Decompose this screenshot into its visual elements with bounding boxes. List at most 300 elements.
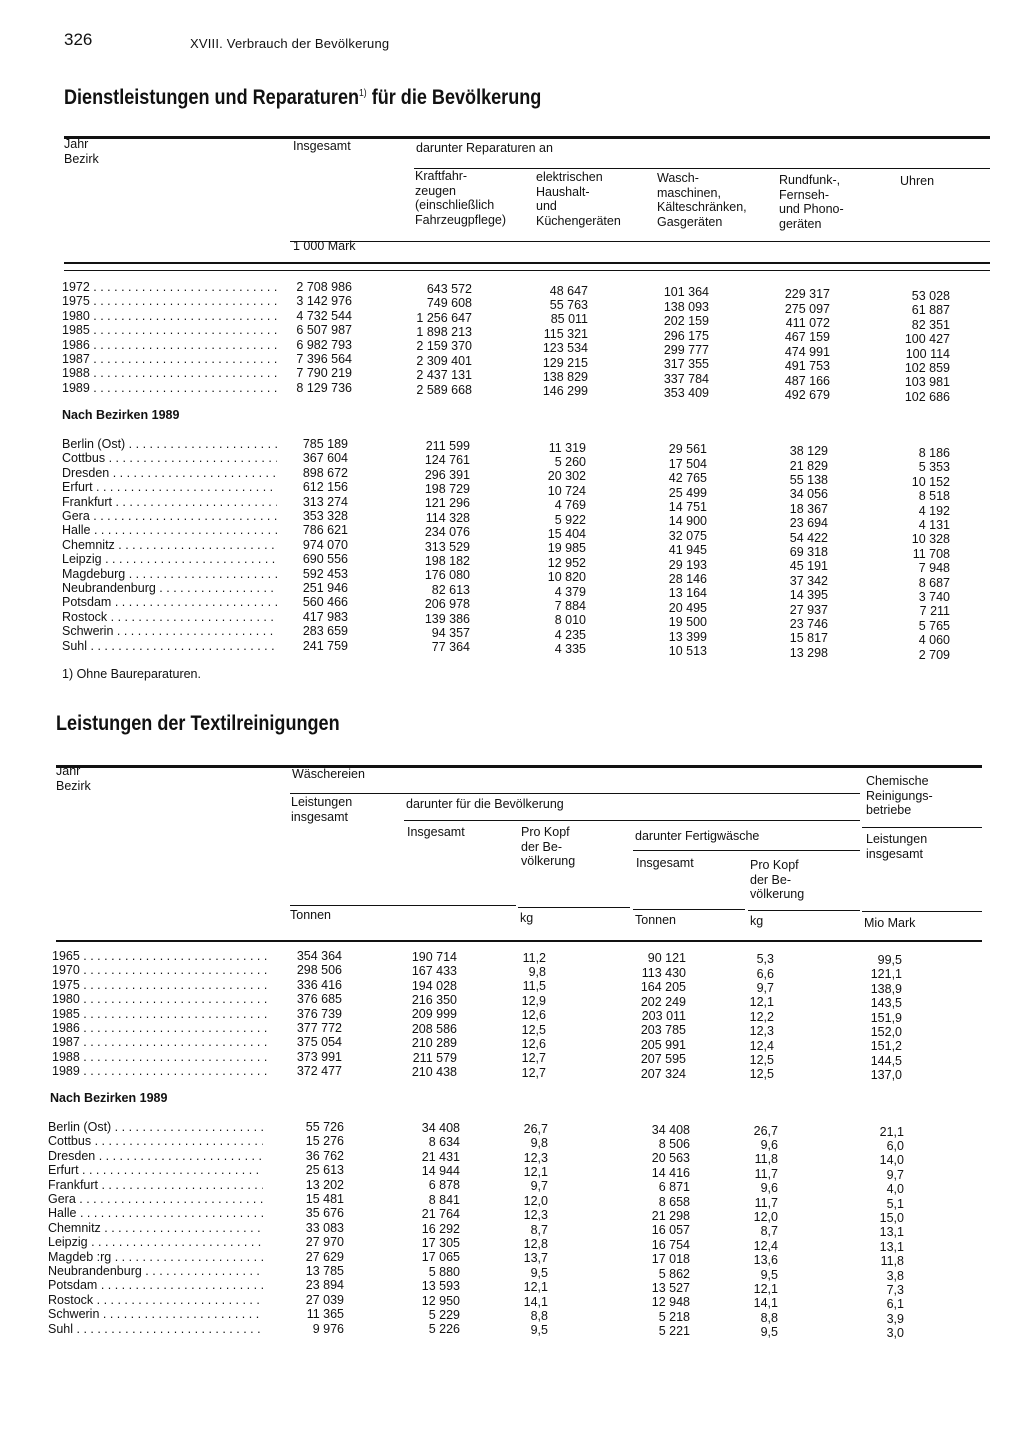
table-cell: 19 985 [547,541,586,556]
table-cell: 34 408 [651,1122,690,1137]
table-cell: 6,0 [886,1138,904,1153]
table-cell: 5 218 [658,1309,690,1324]
table-cell: 8 506 [658,1137,690,1152]
table-cell: 5,1 [886,1196,904,1211]
table-cell: 373 991 [296,1049,342,1064]
table-cell: 10 820 [547,570,586,585]
row-label: Halle . . . [48,1206,263,1220]
row-label: Suhl . . . [48,1322,263,1336]
table-cell: 10 152 [911,474,950,489]
table-cell: 14,0 [879,1153,904,1168]
table-cell: 21 764 [421,1207,460,1222]
table-cell: 12 948 [651,1295,690,1310]
table-cell: 137,0 [870,1068,902,1083]
table-cell: 138,9 [870,981,902,996]
table-cell: 974 070 [302,537,348,552]
table-cell: 210 438 [411,1064,457,1079]
t2-years-block [52,949,982,1081]
table-cell: 45 191 [789,559,828,574]
table-cell: 14,1 [523,1294,548,1309]
table-cell: 2 437 131 [416,368,472,383]
table-cell: 354 364 [296,949,342,963]
table-cell: 4 769 [554,498,586,513]
table-cell: 12,8 [523,1236,548,1251]
table-cell: 3,9 [886,1311,904,1326]
t2-section-heading: Nach Bezirken 1989 [50,1091,168,1105]
row-label: Frankfurt . . . [62,495,277,509]
table-cell: 23 694 [789,516,828,531]
table-cell: 337 784 [663,371,709,386]
table-cell: 146 299 [542,384,588,399]
row-label: Potsdam . . . [62,595,277,609]
row-label: 1972 . . . [62,280,277,294]
row-label: 1975 . . . [62,294,277,308]
table-cell: 5 353 [918,460,950,475]
table-cell: 2 159 370 [416,339,472,354]
table-cell: 41 945 [668,543,707,558]
table-cell: 4 235 [554,627,586,642]
table-cell: 12,1 [523,1164,548,1179]
table-cell: 367 604 [302,451,348,466]
table-cell: 27 039 [305,1292,344,1307]
row-label: Leipzig . . . [48,1235,263,1249]
table-cell: 14 900 [668,514,707,529]
table-cell: 376 685 [296,992,342,1007]
table-cell: 103 981 [904,375,950,390]
table-row [48,1163,982,1182]
table-cell: 203 785 [640,1023,686,1038]
table-cell: 898 672 [302,465,348,480]
table-cell: 4 335 [554,642,586,657]
row-label: Potsdam . . . [48,1278,263,1292]
table-cell: 12,5 [521,1022,546,1037]
row-label: Magdeb :rg . . . [48,1250,263,1264]
table-cell: 100 427 [904,332,950,347]
table-cell: 9,5 [760,1267,778,1282]
table-cell: 4,0 [886,1182,904,1197]
table-cell: 121 296 [424,496,470,511]
table-cell: 53 028 [911,289,950,303]
table-cell: 13 399 [668,629,707,644]
table-row [52,977,982,996]
row-label: Chemnitz . . . [48,1221,263,1235]
table-cell: 143,5 [870,996,902,1011]
table-cell: 9 976 [312,1321,344,1336]
table-cell: 241 759 [302,638,348,653]
table-cell: 210 289 [411,1036,457,1051]
row-label: Schwerin . . . [62,624,277,638]
table-cell: 7 948 [918,561,950,576]
table-cell: 643 572 [426,281,472,296]
table-cell: 8 186 [918,446,950,460]
table-cell: 6,1 [886,1297,904,1312]
table-cell: 8 010 [554,613,586,628]
row-label: Neubrandenburg . . . [62,581,277,595]
table1-title-footnote-ref: 1) [359,88,367,99]
table-cell: 27 937 [789,602,828,617]
row-label: 1965 . . . [52,949,267,963]
table-row [52,1035,982,1054]
table-cell: 12,5 [749,1067,774,1082]
table-cell: 8,7 [760,1224,778,1239]
table-cell: 203 011 [641,1008,686,1023]
table-cell: 20 302 [547,469,586,484]
t1-head-col3: Wasch- maschinen, Kälteschränken, Gasgeräten [657,171,747,229]
table-row [48,1264,982,1283]
t1-head-col1: Kraftfahr- zeugen (einschließlich Fahrzeugpflege) [415,169,507,227]
table-cell: 11 708 [912,546,950,561]
table-cell: 9,5 [760,1325,778,1340]
table-cell: 313 274 [302,494,348,509]
table-cell: 5 221 [658,1324,690,1339]
table-cell: 3,0 [886,1326,904,1341]
table-cell: 8 518 [918,489,950,504]
table-cell: 13 298 [789,645,828,660]
table-cell: 12 952 [547,555,586,570]
table-cell: 99,5 [877,953,902,967]
table-cell: 16 754 [651,1237,690,1252]
table-cell: 12,2 [749,1009,774,1024]
table-cell: 90 121 [647,951,686,966]
t1-head-col2: elektrischen Haushalt- und Küchengeräten [536,170,621,228]
table-row [52,1006,982,1025]
table-cell: 3 740 [918,590,950,604]
row-label: Erfurt . . . [48,1163,263,1177]
table-cell: 32 075 [668,528,707,543]
table-cell: 4 732 544 [296,308,352,323]
table-cell: 474 991 [784,344,830,359]
table-cell: 17 305 [421,1236,460,1251]
table-cell: 375 054 [296,1035,342,1050]
table-cell: 151,9 [870,1010,902,1025]
table-cell: 4 192 [918,503,950,518]
table-cell: 33 083 [305,1220,344,1235]
table-cell: 15,0 [879,1210,904,1225]
table-cell: 11,8 [880,1254,904,1269]
table-cell: 26,7 [523,1121,548,1136]
row-label: 1970 . . . [52,963,267,977]
table-cell: 21 298 [651,1209,690,1224]
table-cell: 13,1 [879,1225,904,1240]
table-cell: 376 739 [296,1006,342,1021]
table2-title: Leistungen der Textilreinigungen [56,712,340,735]
table-cell: 13 527 [651,1281,690,1296]
table-cell: 8,7 [530,1222,548,1237]
row-label: 1985 . . . [62,323,277,337]
t1-head-unit: 1 000 Mark [293,239,356,253]
table-cell: 138 093 [663,299,709,314]
table-row [48,1278,982,1297]
table-cell: 10 513 [668,643,707,658]
table-cell: 144,5 [870,1053,902,1068]
table-cell: 202 249 [640,994,686,1009]
table-cell: 9,7 [530,1179,548,1194]
table-cell: 5,3 [756,952,774,967]
table-cell: 115 321 [543,326,588,341]
table-cell: 3,8 [886,1268,904,1283]
t2-head-group: darunter für die Bevölkerung [406,797,564,811]
table-cell: 492 679 [784,387,830,402]
table-cell: 13,6 [753,1253,778,1268]
table-cell: 21,1 [879,1124,904,1139]
row-label: Neubrandenburg . . . [48,1264,263,1278]
row-label: 1975 . . . [52,978,267,992]
table-cell: 560 466 [302,595,348,610]
table-cell: 3 142 976 [296,294,352,309]
row-label: Rostock . . . [62,610,277,624]
table-cell: 11 365 [306,1307,344,1322]
table-cell: 9,7 [886,1167,904,1182]
table-cell: 5 226 [428,1322,460,1337]
table-cell: 13,7 [523,1251,548,1266]
table-cell: 12,3 [523,1150,548,1165]
table-cell: 14 395 [789,588,828,603]
table-cell: 34 408 [421,1120,460,1135]
row-label: 1988 . . . [62,366,277,380]
table-cell: 190 714 [411,949,457,964]
row-label: Rostock . . . [48,1293,263,1307]
table-cell: 20 563 [651,1151,690,1166]
table-cell: 2 708 986 [296,280,352,294]
table-cell: 208 586 [411,1021,457,1036]
table-cell: 54 422 [789,530,828,545]
table-cell: 94 357 [431,625,470,640]
table-cell: 8,8 [530,1308,548,1323]
table-cell: 11,7 [754,1195,778,1210]
t1-head-stub: Jahr Bezirk [64,137,99,166]
table-cell: 77 364 [431,640,470,655]
table-cell: 55 138 [789,472,828,487]
table-cell: 2 709 [918,647,950,662]
t1-head-col4: Rundfunk-, Fernseh- und Phono- geräten [779,173,844,231]
table-cell: 12 950 [421,1293,460,1308]
table-cell: 82 613 [431,582,470,597]
table-cell: 10 724 [547,483,586,498]
t2-head-finished: darunter Fertigwäsche [635,829,760,843]
table-row [48,1134,982,1153]
table-cell: 139 386 [424,611,470,626]
table-cell: 21 431 [421,1149,460,1164]
table-cell: 13 164 [668,586,707,601]
table-cell: 28 146 [668,571,707,586]
table-row [52,1049,982,1068]
row-label: Halle . . . [62,523,277,537]
table-cell: 786 621 [302,523,348,538]
table-cell: 9,7 [756,980,774,995]
table-cell: 1 256 647 [416,310,472,325]
table-cell: 216 350 [411,992,457,1007]
table-cell: 4 379 [554,584,586,599]
table-cell: 16 292 [421,1221,460,1236]
table-cell: 14 416 [651,1165,690,1180]
table-cell: 6,6 [756,966,774,981]
table-cell: 25 613 [305,1163,344,1178]
table-cell: 164 205 [640,980,686,995]
table-cell: 20 495 [668,600,707,615]
table-cell: 100 114 [905,346,950,361]
table-cell: 102 859 [904,361,950,375]
table-cell: 152,0 [870,1025,902,1039]
table-cell: 8 841 [428,1192,460,1207]
table-cell: 48 647 [549,283,588,298]
row-label: Dresden . . . [48,1149,263,1163]
table-cell: 592 453 [302,566,348,581]
table-cell: 5 862 [658,1266,690,1281]
table-row [52,1064,982,1083]
t2-head-stub: Jahr Bezirk [56,764,91,793]
table-cell: 35 676 [305,1206,344,1221]
t2-unit-tonnes-1: Tonnen [290,908,332,922]
table-cell: 229 317 [784,287,830,302]
table-cell: 9,6 [760,1137,778,1152]
t1-footnote: 1) Ohne Baureparaturen. [62,667,201,681]
table-cell: 353 409 [663,386,709,401]
table-cell: 55 726 [305,1120,344,1134]
table-cell: 11,7 [754,1166,778,1181]
table-cell: 194 028 [411,978,457,993]
table-row [48,1220,982,1240]
table-cell: 129 215 [542,355,588,370]
table-cell: 211 599 [425,438,470,453]
table-cell: 13 202 [305,1177,344,1192]
table1-title: Dienstleistungen und Reparaturen$^{1)}$ für die Bevölkerung [64,86,542,109]
table-cell: 176 080 [424,568,470,583]
table-cell: 12,4 [749,1038,774,1053]
row-label: 1989 . . . [62,381,277,395]
table-cell: 13,1 [879,1239,904,1254]
table-cell: 690 556 [302,552,348,567]
t2-head-fin-per-capita: Pro Kopf der Be- völkerung [750,858,805,901]
table-cell: 14 751 [668,499,707,514]
table-cell: 14 944 [421,1164,460,1179]
row-label: Suhl . . . [62,639,277,653]
t2-head-total: Leistungen insgesamt [291,795,353,824]
t2-head-chem: Chemische Reinigungs- betriebe [866,774,933,817]
table-cell: 18 367 [789,501,828,516]
table-cell: 6 871 [658,1180,690,1195]
table-row [48,1321,982,1341]
table-cell: 1 898 213 [416,324,472,339]
row-label: Gera . . . [62,509,277,523]
table-cell: 12,6 [521,1008,546,1023]
row-label: Cottbus . . . [62,451,277,465]
table-cell: 29 193 [668,557,707,572]
table-cell: 207 324 [640,1066,686,1081]
table-cell: 114 328 [425,510,470,525]
table-cell: 138 829 [542,369,588,384]
table-row [48,1120,982,1139]
table-cell: 299 777 [663,342,709,357]
table-cell: 234 076 [424,525,470,540]
table-cell: 23 894 [305,1278,344,1293]
table-cell: 61 887 [911,303,950,318]
table-cell: 9,5 [530,1323,548,1338]
table-cell: 26,7 [753,1123,778,1138]
table-cell: 9,6 [760,1181,778,1196]
table-cell: 23 746 [789,616,828,631]
table-cell: 113 430 [641,965,686,980]
row-label: 1988 . . . [52,1050,267,1064]
row-label: 1986 . . . [62,338,277,352]
table-cell: 11,5 [522,979,546,994]
table-row [48,1177,982,1197]
t2-unit-kg-1: kg [520,911,534,925]
row-label: Berlin (Ost) . . . [62,437,277,451]
t1-section-heading: Nach Bezirken 1989 [62,408,180,422]
table-cell: 5 765 [918,618,950,633]
table-row [52,1021,982,1039]
table-cell: 198 182 [424,553,470,568]
table-cell: 298 506 [296,963,342,978]
table-cell: 16 057 [651,1223,690,1238]
table-cell: 353 328 [302,509,348,523]
row-label: Cottbus . . . [48,1134,263,1148]
table-cell: 417 983 [302,609,348,624]
t2-districts-block [48,1120,982,1342]
row-label: 1987 . . . [52,1035,267,1049]
table-cell: 275 097 [784,301,830,316]
table-cell: 69 318 [789,544,828,559]
table-cell: 15 817 [789,631,828,646]
row-label: Schwerin . . . [48,1307,263,1321]
table-cell: 5 260 [554,454,586,469]
table-cell: 121,1 [870,967,902,982]
table-cell: 8 634 [428,1135,460,1150]
table-cell: 15 404 [547,526,586,541]
table-cell: 25 499 [668,485,707,500]
table-cell: 4 060 [918,633,950,648]
table-cell: 296 391 [424,467,470,482]
table-cell: 12,4 [753,1238,778,1253]
table-cell: 82 351 [911,317,950,332]
table-cell: 12,6 [521,1036,546,1051]
table-cell: 11,8 [754,1152,778,1167]
table-cell: 8,8 [760,1310,778,1325]
table-row [48,1292,982,1312]
table-cell: 29 561 [668,442,707,457]
t2-head-sub-total: Insgesamt [407,825,465,839]
table-cell: 102 686 [904,389,950,404]
table-cell: 123 534 [542,341,588,356]
table-cell: 11 319 [548,440,586,455]
table-cell: 12,3 [749,1024,774,1039]
table-cell: 42 765 [668,471,707,486]
table-cell: 7,3 [886,1282,904,1297]
table-cell: 612 156 [302,480,348,495]
table-cell: 206 978 [424,597,470,612]
row-label: 1989 . . . [52,1064,267,1078]
table-cell: 2 309 401 [416,353,472,368]
table-cell: 207 595 [640,1052,686,1067]
table-cell: 12,5 [749,1052,774,1067]
table-cell: 8 658 [658,1194,690,1209]
table-cell: 6 982 793 [296,337,352,352]
table-cell: 5 880 [428,1264,460,1279]
table-row [48,1192,982,1211]
table-cell: 17 018 [651,1252,690,1267]
table-cell: 749 608 [426,296,472,311]
row-label: Leipzig . . . [62,552,277,566]
t2-unit-kg-2: kg [750,914,764,928]
table-cell: 785 189 [302,437,348,451]
page-number: 326 [64,30,93,49]
table-cell: 372 477 [296,1064,342,1079]
table-cell: 12,0 [523,1193,548,1208]
table-cell: 124 761 [424,453,470,468]
table-cell: 377 772 [296,1021,342,1035]
t2-head-fin-total: Insgesamt [636,856,694,870]
table-cell: 13 593 [421,1279,460,1294]
